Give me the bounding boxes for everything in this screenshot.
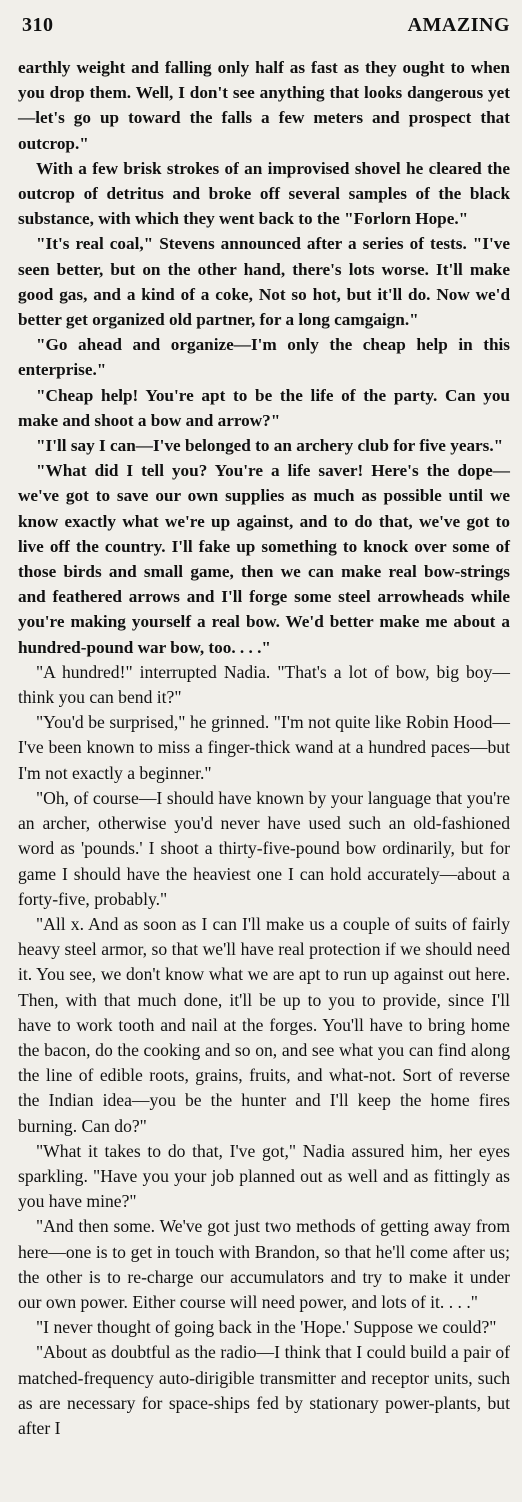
running-head: AMAZING [407,14,510,36]
paragraph: earthly weight and falling only half as fast as they ought to when you drop them. Well, I don't see anything that looks dangerous yet—let's go up toward the falls a few meters and prospect that outcrop." [18,58,510,153]
paragraph: "You'd be surprised," he grinned. "I'm not quite like Robin Hood—I've been known to miss a finger-thick wand at a hundred paces—but I'm not exactly a beginner." [18,712,510,783]
paragraph: "All x. And as soon as I can I'll make us a couple of suits of fairly heavy steel armor, so that we'll have real protection if we should need it. You see, we don't know what we are apt to run up against out here. Then, with that much done, it'll be up to you to provide, since I'll have to work tooth and nail at the forges. You'll have to bring home the bacon, do the cooking and so on, and see what you can find along the line of edible roots, grains, fruits, and what-not. Sort of reverse the Indian idea—you be the hunter and I'll keep the home fires burning. Can do?" [18,913,510,1136]
paragraph: "What it takes to do that, I've got," Nadia assured him, her eyes sparkling. "Have you your job planned out as well and as fittingly as you have mine?" [18,1140,510,1212]
page-header [22,14,510,38]
paragraph: "I'll say I can—I've belonged to an archery club for five years." [36,436,504,456]
paragraph: "About as doubtful as the radio—I think that I could build a pair of matched-frequency auto-dirigible transmitter and receptor units, such as are necessary for space-ships fed by stationary power-plants, but after I [18,1342,510,1438]
article-body [18,55,510,1441]
paragraph: "And then some. We've got just two methods of getting away from here—one is to get in touch with Brandon, so that he'll come after us; the other is to re-charge our accumulators and try to make it under our own power. Either course will need power, and lots of it. . . ." [18,1216,510,1312]
paragraph: "What did I tell you? You're a life saver! Here's the dope—we've got to save our own supplies as much as possible until we know exactly what we're up against, and to do that, we've got to live off the country. I'll fake up something to knock over some of those birds and small game, then we can make real bow-strings and feathered arrows and I'll forge some steel arrowheads while you're making yourself a real bow. We'd better make me about a hundred-pound war bow, too. . . ." [18,461,510,657]
paragraph: "A hundred!" interrupted Nadia. "That's a lot of bow, big boy—think you can bend it?" [18,661,510,708]
paragraph: "I never thought of going back in the 'Hope.' Suppose we could?" [36,1317,497,1338]
paragraph: "It's real coal," Stevens announced after a series of tests. "I've seen better, but on the other hand, there's lots worse. It'll make good gas, and a kind of a coke, Not so hot, but it'll do. Now we'd better get organized old partner, for a long camgaign." [18,234,510,330]
paragraph: With a few brisk strokes of an improvised shovel he cleared the outcrop of detritus and broke off several samples of the black substance, with which they went back to the "Forlorn Hope." [18,158,510,229]
paragraph: "Oh, of course—I should have known by your language that you're an archer, otherwise you'd never have used such an old-fashioned word as 'pounds.' I shoot a thirty-five-pound bow ordinarily, but for game I should have the heaviest one I can hold accurately—about a forty-five, probably." [18,787,510,909]
page-number: 310 [22,14,54,36]
paragraph: "Cheap help! You're apt to be the life of the party. Can you make and shoot a bow and arrow?" [18,385,510,430]
paragraph: "Go ahead and organize—I'm only the cheap help in this enterprise." [18,335,510,380]
